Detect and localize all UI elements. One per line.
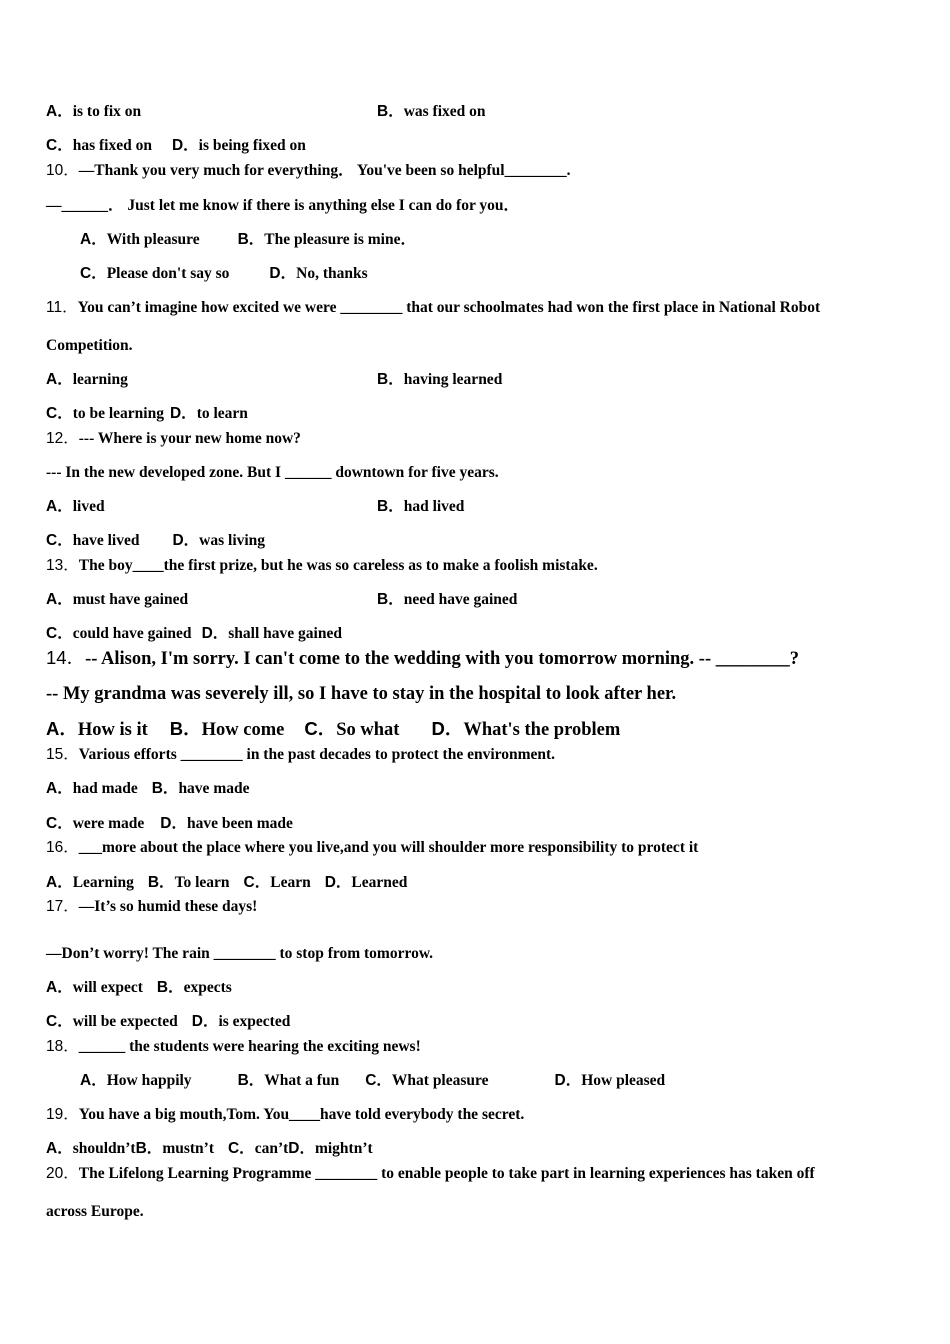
q18-options: A．How happily B．What a fun C．What pleasure D．How pleased: [80, 1072, 666, 1089]
q11-options-cd: C．to be learning D．to learn: [46, 405, 248, 422]
q12-stem-reply: --- In the new developed zone. But I ______ downtown for five years.: [46, 464, 499, 481]
q18-stem: 18．______ the students were hearing the exciting news!: [46, 1038, 421, 1055]
q9-option-a: A．is to fix on: [46, 103, 142, 120]
q12-stem: 12．--- Where is your new home now?: [46, 430, 301, 447]
q13-options-cd: C．could have gained D．shall have gained: [46, 625, 342, 642]
q20-stem-cont: across Europe.: [46, 1203, 144, 1220]
q13-stem: 13．The boy____the first prize, but he was so careless as to make a foolish mistake.: [46, 557, 598, 574]
q10-stem: 10．—Thank you very much for everything． You've been so helpful________.: [46, 162, 571, 179]
q14-options: A．How is it B．How come C．So what D．What's the problem: [46, 718, 621, 740]
q17-stem: 17．—It’s so humid these days!: [46, 898, 258, 915]
q13-option-a: A．must have gained: [46, 591, 189, 608]
q11-stem: 11．You can’t imagine how excited we were ________ that our schoolmates had won the first place in National Robot: [46, 299, 821, 316]
q10-options-ab: A．With pleasure B．The pleasure is mine．: [80, 231, 416, 248]
q19-stem: 19．You have a big mouth,Tom. You____have told everybody the secret.: [46, 1106, 525, 1123]
q15-stem: 15．Various efforts ________ in the past decades to protect the environment.: [46, 746, 556, 763]
q10-stem-reply: —______． Just let me know if there is anything else I can do for you．: [46, 197, 520, 214]
q17-stem-reply: —Don’t worry! The rain ________ to stop from tomorrow.: [46, 945, 434, 962]
q15-options-cd: C．were made D．have been made: [46, 815, 293, 832]
q12-option-b: B．had lived: [377, 498, 465, 515]
q16-stem: 16．___more about the place where you live,and you will shoulder more responsibility to protect it: [46, 839, 699, 856]
q14-stem-reply: -- My grandma was severely ill, so I have to stay in the hospital to look after her.: [46, 684, 677, 704]
q15-options-ab: A．had made B．have made: [46, 780, 250, 797]
q19-options: A．shouldn’tB．mustn’t C．can’tD．mightn’t: [46, 1140, 373, 1157]
q10-options-cd: C．Please don't say so D．No, thanks: [80, 265, 368, 282]
q13-option-b: B．need have gained: [377, 591, 518, 608]
q11-option-a: A．learning: [46, 371, 128, 388]
q9-option-b: B．was fixed on: [377, 103, 486, 120]
q17-options-ab: A．will expect B．expects: [46, 979, 232, 996]
q14-stem: 14．-- Alison, I'm sorry. I can't come to the wedding with you tomorrow morning. -- ________?: [46, 647, 800, 669]
q12-options-cd: C．have lived D．was living: [46, 532, 266, 549]
q17-options-cd: C．will be expected D．is expected: [46, 1013, 291, 1030]
q12-option-a: A．lived: [46, 498, 105, 515]
q9-options-cd: C．has fixed on D．is being fixed on: [46, 137, 306, 154]
q11-stem-cont: Competition.: [46, 337, 133, 354]
q20-stem: 20．The Lifelong Learning Programme ________ to enable people to take part in learning experiences has taken off: [46, 1165, 815, 1182]
q11-option-b: B．having learned: [377, 371, 503, 388]
q16-options: A．Learning B．To learn C．Learn D．Learned: [46, 874, 408, 891]
